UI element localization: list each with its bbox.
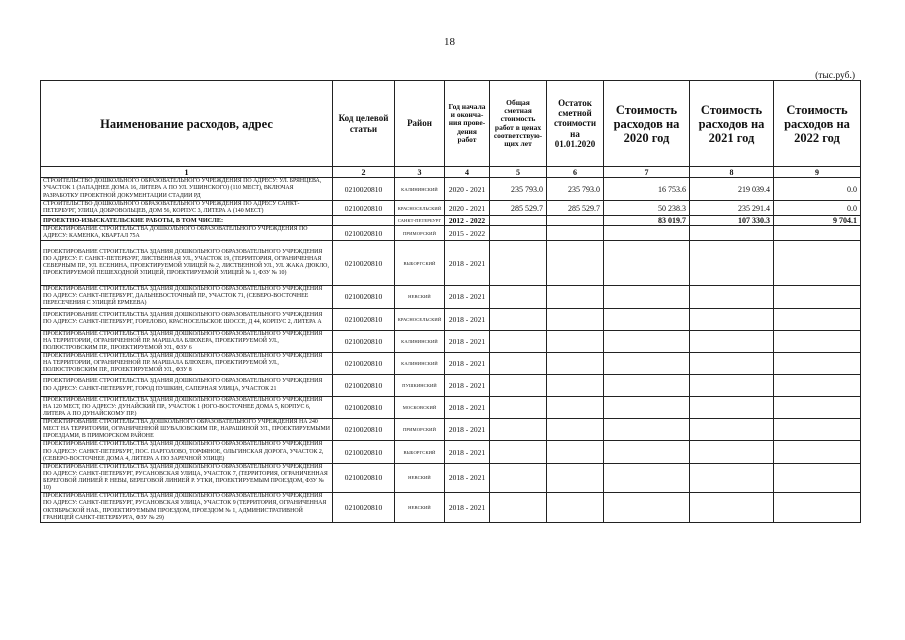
units-label: (тыс.руб.) bbox=[815, 71, 855, 81]
row-name: ПРОЕКТНО-ИЗЫСКАТЕЛЬСКИЕ РАБОТЫ, В ТОМ ЧИСЛЕ: bbox=[41, 216, 333, 226]
row-code: 0210020810 bbox=[333, 463, 395, 492]
row-cost-2020: 16 753.6 bbox=[604, 178, 690, 201]
row-cost-2021 bbox=[690, 493, 774, 523]
row-code: 0210020810 bbox=[333, 201, 395, 216]
row-cost-2021: 219 039.4 bbox=[690, 178, 774, 201]
row-cost-2022 bbox=[774, 419, 861, 441]
row-code: 0210020810 bbox=[333, 375, 395, 397]
row-cost-2020 bbox=[604, 352, 690, 374]
row-cost-2022 bbox=[774, 286, 861, 308]
row-period: 2020 - 2021 bbox=[445, 201, 490, 216]
row-district: КАЛИНИНСКИЙ bbox=[395, 330, 445, 352]
row-balance: 235 793.0 bbox=[547, 178, 604, 201]
table-row bbox=[41, 397, 861, 419]
row-balance: 285 529.7 bbox=[547, 201, 604, 216]
row-code: 0210020810 bbox=[333, 493, 395, 523]
row-name: ПРОЕКТИРОВАНИЕ СТРОИТЕЛЬСТВА ЗДАНИЯ ДОШКОЛЬНОГО ОБРАЗОВАТЕЛЬНОГО УЧРЕЖДЕНИЯ ПО АДРЕСУ: САНКТ-ПЕТЕРБУРГ, ДАЛЬНЕВОСТОЧНЫЙ ПР., УЧАСТОК 71, (СЕВЕРО-ВОСТОЧНЕЕ ПЕРЕСЕЧЕНИЯ С УЛИЦЕЙ ЕРМЕЕВА) bbox=[41, 286, 333, 308]
column-number-row bbox=[41, 167, 861, 178]
row-period: 2018 - 2021 bbox=[445, 308, 490, 330]
row-name: ПРОЕКТИРОВАНИЕ СТРОИТЕЛЬСТВА ЗДАНИЯ ДОШКОЛЬНОГО ОБРАЗОВАТЕЛЬНОГО УЧРЕЖДЕНИЯ ПО АДРЕСУ: САНКТ-ПЕТЕРБУРГ, ПОС. ПАРГОЛОВО, ТОРФЯНОЕ, ОЛЬГИНСКАЯ ДОРОГА, УЧАСТОК 2, (СЕВЕРО-ВОСТОЧНЕЕ ДОМА 4, ЛИТЕРА А ПО ЗАРЕЧНОЙ УЛИЦЕ) bbox=[41, 441, 333, 463]
row-name: ПРОЕКТИРОВАНИЕ СТРОИТЕЛЬСТВА ЗДАНИЯ ДОШКОЛЬНОГО ОБРАЗОВАТЕЛЬНОГО УЧРЕЖДЕНИЯ НА ТЕРРИТОРИИ, ОГРАНИЧЕННОЙ ПР. МАРШАЛА БЛЮХЕРА, ПРОЕКТИРУЕМОЙ УЛ., ПОЛЮСТРОВСКИМ ПР., ПРОЕКТИРУЕМОЙ УЛ., ФЗУ 6 bbox=[41, 330, 333, 352]
row-cost-2020 bbox=[604, 375, 690, 397]
header-total-cost: Общая сметная стоимость работ в ценах соответствую-щих лет bbox=[490, 81, 547, 167]
table-row bbox=[41, 463, 861, 492]
row-code: 0210020810 bbox=[333, 441, 395, 463]
row-cost-2021 bbox=[690, 352, 774, 374]
row-cost-2020 bbox=[604, 226, 690, 241]
row-code: 0210020810 bbox=[333, 241, 395, 286]
row-total-cost bbox=[490, 493, 547, 523]
table-row bbox=[41, 226, 861, 241]
row-total-cost bbox=[490, 241, 547, 286]
row-period: 2020 - 2021 bbox=[445, 178, 490, 201]
row-cost-2022: 9 704.1 bbox=[774, 216, 861, 226]
row-balance bbox=[547, 216, 604, 226]
row-cost-2020 bbox=[604, 441, 690, 463]
column-number: 8 bbox=[690, 167, 774, 178]
row-cost-2021 bbox=[690, 419, 774, 441]
row-district: КРАСНОСЕЛЬСКИЙ bbox=[395, 201, 445, 216]
row-cost-2022: 0.0 bbox=[774, 178, 861, 201]
row-code: 0210020810 bbox=[333, 286, 395, 308]
row-cost-2020 bbox=[604, 241, 690, 286]
row-cost-2021 bbox=[690, 441, 774, 463]
table-row bbox=[41, 178, 861, 201]
row-total-cost bbox=[490, 397, 547, 419]
column-number: 4 bbox=[445, 167, 490, 178]
row-name: СТРОИТЕЛЬСТВО ДОШКОЛЬНОГО ОБРАЗОВАТЕЛЬНОГО УЧРЕЖДЕНИЯ ПО АДРЕСУ САНКТ-ПЕТЕРБУРГ, УЛИЦА ДОБРОВОЛЬЦЕВ, ДОМ 56, КОРПУС 3, ЛИТЕРА А (140 МЕСТ) bbox=[41, 201, 333, 216]
row-cost-2020 bbox=[604, 308, 690, 330]
row-district: КАЛИНИНСКИЙ bbox=[395, 352, 445, 374]
header-cost-2022: Стоимость расходов на 2022 год bbox=[774, 81, 861, 167]
column-number: 5 bbox=[490, 167, 547, 178]
row-cost-2022 bbox=[774, 397, 861, 419]
row-district: МОСКОВСКИЙ bbox=[395, 397, 445, 419]
table-row bbox=[41, 201, 861, 216]
row-cost-2022 bbox=[774, 308, 861, 330]
row-period: 2018 - 2021 bbox=[445, 375, 490, 397]
row-cost-2020: 83 019.7 bbox=[604, 216, 690, 226]
row-name: СТРОИТЕЛЬСТВО ДОШКОЛЬНОГО ОБРАЗОВАТЕЛЬНОГО УЧРЕЖДЕНИЯ ПО АДРЕСУ: УЛ. БРЯНЦЕВА, УЧАСТОК 1 (ЗАПАДНЕЕ ДОМА 16, ЛИТЕРА А ПО УЛ. УШИНСКОГО) (110 МЕСТ), ВКЛЮЧАЯ РАЗРАБОТКУ ПРОЕКТНОЙ ДОКУМЕНТАЦИИ СТАДИИ РД bbox=[41, 178, 333, 201]
row-cost-2021 bbox=[690, 330, 774, 352]
row-cost-2022 bbox=[774, 375, 861, 397]
row-cost-2021: 107 330.3 bbox=[690, 216, 774, 226]
column-number: 9 bbox=[774, 167, 861, 178]
row-cost-2021 bbox=[690, 241, 774, 286]
row-cost-2022 bbox=[774, 463, 861, 492]
column-number: 2 bbox=[333, 167, 395, 178]
expenses-table bbox=[40, 80, 861, 523]
row-total-cost bbox=[490, 330, 547, 352]
row-balance bbox=[547, 397, 604, 419]
row-cost-2022 bbox=[774, 352, 861, 374]
row-district: САНКТ-ПЕТЕРБУРГ bbox=[395, 216, 445, 226]
row-cost-2020 bbox=[604, 419, 690, 441]
row-period: 2018 - 2021 bbox=[445, 397, 490, 419]
header-name: Наименование расходов, адрес bbox=[41, 81, 333, 167]
row-name: ПРОЕКТИРОВАНИЕ СТРОИТЕЛЬСТВА ЗДАНИЯ ДОШКОЛЬНОГО ОБРАЗОВАТЕЛЬНОГО УЧРЕЖДЕНИЯ ПО АДРЕСУ: САНКТ-ПЕТЕРБУРГ, ГОРОД ПУШКИН, САПЕРНАЯ УЛИЦА, УЧАСТОК 21 bbox=[41, 375, 333, 397]
row-cost-2021 bbox=[690, 308, 774, 330]
header-cost-2020: Стоимость расходов на 2020 год bbox=[604, 81, 690, 167]
header-row bbox=[41, 81, 861, 167]
row-balance bbox=[547, 352, 604, 374]
row-period: 2018 - 2021 bbox=[445, 419, 490, 441]
row-name: ПРОЕКТИРОВАНИЕ СТРОИТЕЛЬСТВА ЗДАНИЯ ДОШКОЛЬНОГО ОБРАЗОВАТЕЛЬНОГО УЧРЕЖДЕНИЯ ПО АДРЕСУ: Г. САНКТ-ПЕТЕРБУРГ, ЛИСТВЕННАЯ УЛ., УЧАСТОК 19, (ТЕРРИТОРИЯ, ОГРАНИЧЕННАЯ СЕВЕРНЫМ ПР., УЛ. ЕСЕНИНА, ПРОЕКТИРУЕМОЙ УЛИЦЕЙ № 2, ЛИСТВЕННОЙ УЛ., УЛ. ЖАКА ДЮКЛО, ПРОЕКТИРУЕМОЙ ПЕШЕХОДНОЙ УЛИЦЕЙ, ПРОЕКТИРУЕМОЙ УЛИЦЕЙ № 1, ФЗУ № 10) bbox=[41, 241, 333, 286]
table-row bbox=[41, 493, 861, 523]
header-district: Район bbox=[395, 81, 445, 167]
row-district: НЕВСКИЙ bbox=[395, 286, 445, 308]
row-code bbox=[333, 216, 395, 226]
header-period: Год начала и оконча-ния прове-дения работ bbox=[445, 81, 490, 167]
row-cost-2022 bbox=[774, 241, 861, 286]
row-cost-2021 bbox=[690, 226, 774, 241]
header-balance: Остаток сметной стоимости на 01.01.2020 bbox=[547, 81, 604, 167]
row-name: ПРОЕКТИРОВАНИЕ СТРОИТЕЛЬСТВА ЗДАНИЯ ДОШКОЛЬНОГО ОБРАЗОВАТЕЛЬНОГО УЧРЕЖДЕНИЯ НА ТЕРРИТОРИИ, ОГРАНИЧЕННОЙ ПР. МАРШАЛА БЛЮХЕРА, ПРОЕКТИРУЕМОЙ УЛ., ПОЛЮСТРОВСКИМ ПР., ПРОЕКТИРУЕМОЙ УЛ., ФЗУ 8 bbox=[41, 352, 333, 374]
row-total-cost bbox=[490, 441, 547, 463]
row-balance bbox=[547, 308, 604, 330]
table-row bbox=[41, 352, 861, 374]
row-total-cost bbox=[490, 308, 547, 330]
row-period: 2018 - 2021 bbox=[445, 352, 490, 374]
row-code: 0210020810 bbox=[333, 419, 395, 441]
row-total-cost: 235 793.0 bbox=[490, 178, 547, 201]
row-cost-2021 bbox=[690, 397, 774, 419]
row-balance bbox=[547, 441, 604, 463]
row-cost-2020 bbox=[604, 397, 690, 419]
row-district: ПРИМОРСКИЙ bbox=[395, 226, 445, 241]
row-period: 2018 - 2021 bbox=[445, 441, 490, 463]
table-row bbox=[41, 441, 861, 463]
row-total-cost bbox=[490, 352, 547, 374]
table-row bbox=[41, 375, 861, 397]
table-row bbox=[41, 216, 861, 226]
table-row bbox=[41, 241, 861, 286]
row-cost-2022: 0.0 bbox=[774, 201, 861, 216]
row-period: 2018 - 2021 bbox=[445, 330, 490, 352]
row-period: 2018 - 2021 bbox=[445, 241, 490, 286]
row-name: ПРОЕКТИРОВАНИЕ СТРОИТЕЛЬСТВА ЗДАНИЯ ДОШКОЛЬНОГО ОБРАЗОВАТЕЛЬНОГО УЧРЕЖДЕНИЯ ПО АДРЕСУ: САНКТ-ПЕТЕРБУРГ, ГОРЕЛОВО, КРАСНОСЕЛЬСКОЕ ШОССЕ, Д 44, КОРПУС 2, ЛИТЕРА А bbox=[41, 308, 333, 330]
row-total-cost bbox=[490, 216, 547, 226]
page-number: 18 bbox=[444, 36, 455, 48]
row-district: ВЫБОРГСКИЙ bbox=[395, 241, 445, 286]
row-cost-2020 bbox=[604, 493, 690, 523]
row-district: ВЫБОРГСКИЙ bbox=[395, 441, 445, 463]
row-district: ПУШКИНСКИЙ bbox=[395, 375, 445, 397]
row-code: 0210020810 bbox=[333, 397, 395, 419]
row-balance bbox=[547, 286, 604, 308]
row-balance bbox=[547, 330, 604, 352]
row-balance bbox=[547, 375, 604, 397]
row-total-cost bbox=[490, 463, 547, 492]
row-period: 2015 - 2022 bbox=[445, 226, 490, 241]
row-cost-2022 bbox=[774, 226, 861, 241]
column-number: 3 bbox=[395, 167, 445, 178]
row-district: КРАСНОСЕЛЬСКИЙ bbox=[395, 308, 445, 330]
row-district: КАЛИНИНСКИЙ bbox=[395, 178, 445, 201]
row-name: ПРОЕКТИРОВАНИЕ СТРОИТЕЛЬСТВА ДОШКОЛЬНОГО ОБРАЗОВАТЕЛЬНОГО УЧРЕЖДЕНИЯ НА 240 МЕСТ НА ТЕРРИТОРИИ, ОГРАНИЧЕННОЙ ШУВАЛОВСКИМ ПР., НАРАШИНОЙ УЛ., ПРОЕКТИРУЕМЫМИ ПРОЕЗДАМИ, В ПРИМОРСКОМ РАЙОНЕ bbox=[41, 419, 333, 441]
row-name: ПРОЕКТИРОВАНИЕ СТРОИТЕЛЬСТВА ДОШКОЛЬНОГО ОБРАЗОВАТЕЛЬНОГО УЧРЕЖДЕНИЯ ПО АДРЕСУ: КАМЕНКА, КВАРТАЛ 75А bbox=[41, 226, 333, 241]
row-cost-2020: 50 238.3 bbox=[604, 201, 690, 216]
row-balance bbox=[547, 419, 604, 441]
column-number: 1 bbox=[41, 167, 333, 178]
row-name: ПРОЕКТИРОВАНИЕ СТРОИТЕЛЬСТВА ЗДАНИЯ ДОШКОЛЬНОГО ОБРАЗОВАТЕЛЬНОГО УЧРЕЖДЕНИЯ ПО АДРЕСУ: САНКТ-ПЕТЕРБУРГ, РУСАНОВСКАЯ УЛИЦА, УЧАСТОК 7, (ТЕРРИТОРИЯ, ОГРАНИЧЕННАЯ БЕРЕГОВОЙ ЛИНИЕЙ Р. НЕВЫ, БЕРЕГОВОЙ ЛИНИЕЙ Р. УТКИ, ПРОЕКТИРУЕМЫМ ПРОЕЗДОМ, ФЗУ № 10) bbox=[41, 463, 333, 492]
header-cost-2021: Стоимость расходов на 2021 год bbox=[690, 81, 774, 167]
row-name: ПРОЕКТИРОВАНИЕ СТРОИТЕЛЬСТВА ЗДАНИЯ ДОШКОЛЬНОГО ОБРАЗОВАТЕЛЬНОГО УЧРЕЖДЕНИЯ ПО АДРЕСУ: САНКТ-ПЕТЕРБУРГ, РУСАНОВСКАЯ УЛИЦА, УЧАСТОК 9 (ТЕРРИТОРИЯ, ОГРАНИЧЕННАЯ ОКТЯБРЬСКОЙ НАБ., ПРОЕКТИРУЕМЫМ ПРОЕЗДОМ, ПРОЕЗДОМ № 1, АДМИНИСТРАТИВНОЙ ГРАНИЦЕЙ САНКТ-ПЕТЕРБУРГА, ФЗУ № 29) bbox=[41, 493, 333, 523]
row-balance bbox=[547, 241, 604, 286]
row-district: ПРИМОРСКИЙ bbox=[395, 419, 445, 441]
column-number: 7 bbox=[604, 167, 690, 178]
row-cost-2022 bbox=[774, 330, 861, 352]
row-cost-2022 bbox=[774, 493, 861, 523]
header-code: Код целевой статьи bbox=[333, 81, 395, 167]
row-balance bbox=[547, 463, 604, 492]
row-code: 0210020810 bbox=[333, 178, 395, 201]
row-cost-2020 bbox=[604, 463, 690, 492]
row-total-cost bbox=[490, 226, 547, 241]
row-period: 2018 - 2021 bbox=[445, 463, 490, 492]
row-period: 2018 - 2021 bbox=[445, 286, 490, 308]
row-code: 0210020810 bbox=[333, 226, 395, 241]
row-cost-2020 bbox=[604, 330, 690, 352]
table-row bbox=[41, 330, 861, 352]
table-body bbox=[41, 178, 861, 523]
table-row bbox=[41, 308, 861, 330]
row-period: 2012 - 2022 bbox=[445, 216, 490, 226]
column-number: 6 bbox=[547, 167, 604, 178]
table-row bbox=[41, 419, 861, 441]
row-balance bbox=[547, 226, 604, 241]
row-cost-2020 bbox=[604, 286, 690, 308]
row-name: ПРОЕКТИРОВАНИЕ СТРОИТЕЛЬСТВА ЗДАНИЯ ДОШКОЛЬНОГО ОБРАЗОВАТЕЛЬНОГО УЧРЕЖДЕНИЯ НА 120 МЕСТ, ПО АДРЕСУ: ДУНАЙСКИЙ ПР., УЧАСТОК 1 (ЮГО-ВОСТОЧНЕЕ ДОМА 5, КОРПУС 6, ЛИТЕРА А ПО ДУНАЙСКОМУ ПР.) bbox=[41, 397, 333, 419]
table-row bbox=[41, 286, 861, 308]
row-code: 0210020810 bbox=[333, 330, 395, 352]
row-total-cost bbox=[490, 286, 547, 308]
row-code: 0210020810 bbox=[333, 352, 395, 374]
row-total-cost bbox=[490, 375, 547, 397]
row-district: НЕВСКИЙ bbox=[395, 463, 445, 492]
row-balance bbox=[547, 493, 604, 523]
row-cost-2021 bbox=[690, 463, 774, 492]
row-code: 0210020810 bbox=[333, 308, 395, 330]
row-cost-2021: 235 291.4 bbox=[690, 201, 774, 216]
row-total-cost bbox=[490, 419, 547, 441]
row-total-cost: 285 529.7 bbox=[490, 201, 547, 216]
row-cost-2021 bbox=[690, 286, 774, 308]
row-cost-2022 bbox=[774, 441, 861, 463]
row-district: НЕВСКИЙ bbox=[395, 493, 445, 523]
row-cost-2021 bbox=[690, 375, 774, 397]
row-period: 2018 - 2021 bbox=[445, 493, 490, 523]
